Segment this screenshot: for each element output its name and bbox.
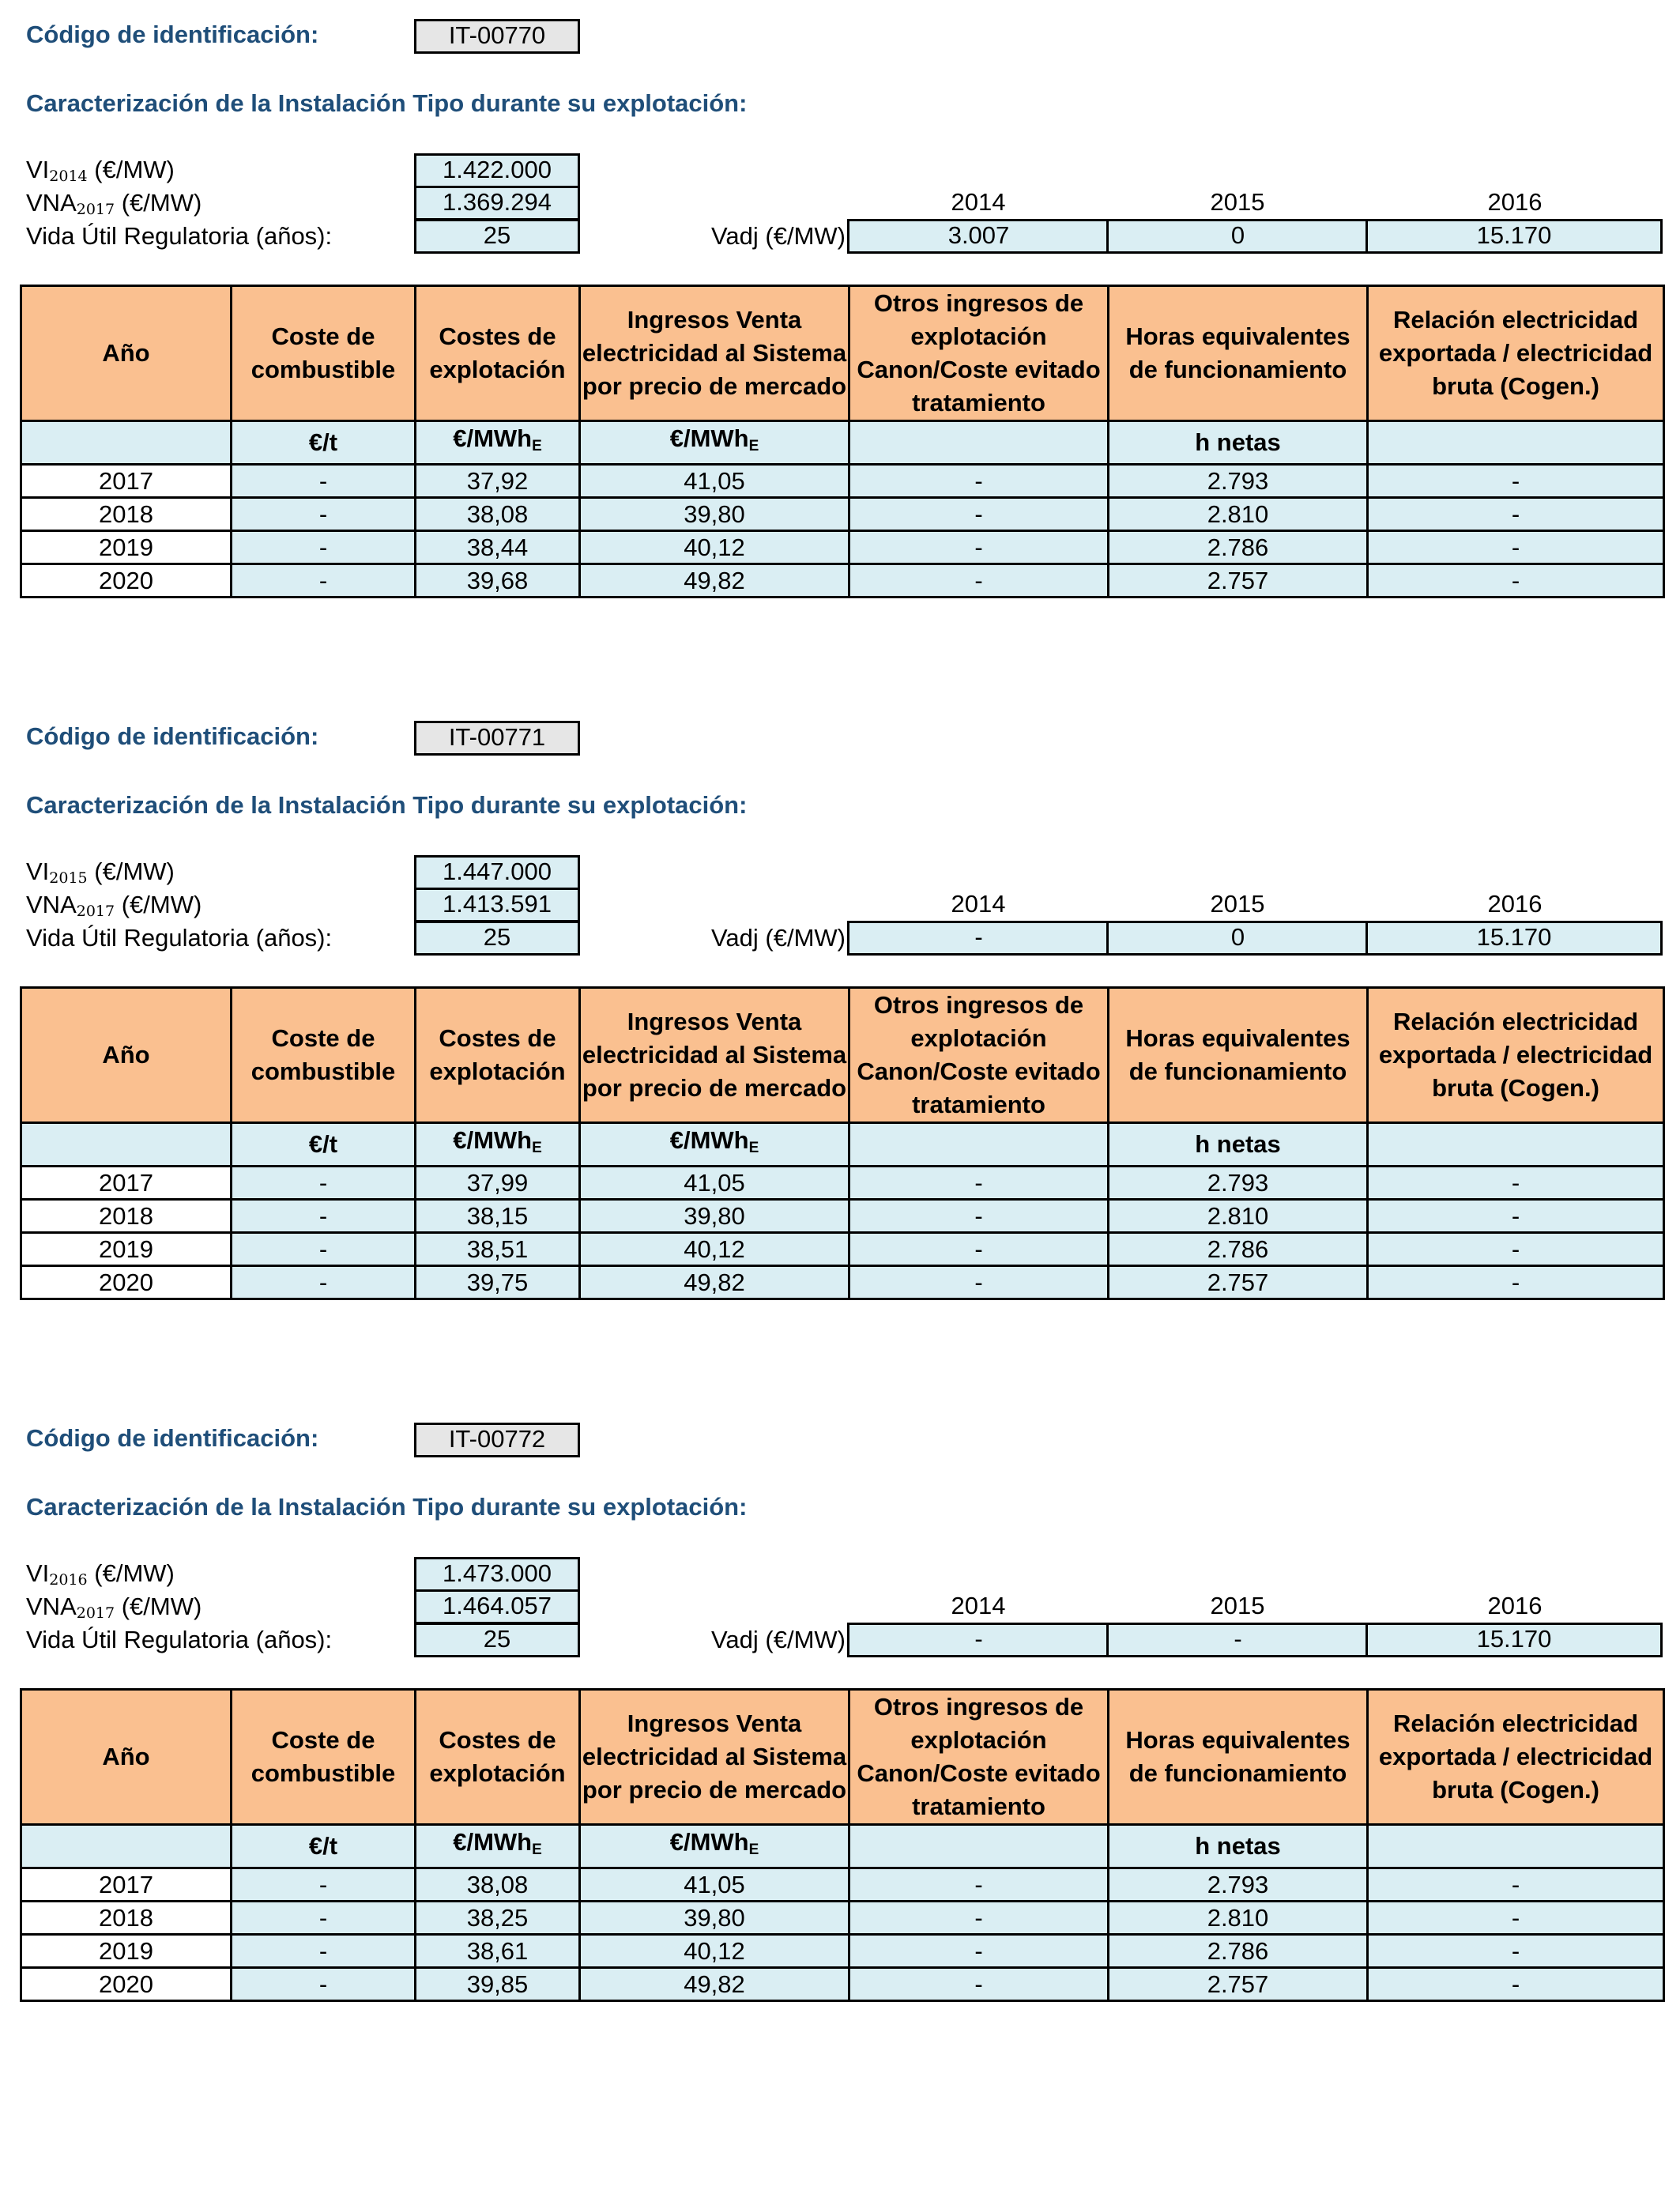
vna-label: $VNA_{2017}$ (€/MW) [26, 1593, 202, 1622]
table-cell: 2018 [21, 1902, 232, 1935]
vi-value: 1.447.000 [414, 855, 580, 890]
table-cell: 2020 [21, 1266, 232, 1299]
vadj-2014: - [847, 1623, 1110, 1657]
year-2014: 2014 [951, 1592, 1006, 1619]
installation-block [0, 1404, 1680, 2107]
vadj-label: Vadj (€/MW) [711, 924, 846, 952]
table-cell: - [849, 1200, 1109, 1233]
table-cell: 2.786 [1109, 1233, 1368, 1266]
year-2016: 2016 [1487, 188, 1543, 216]
table-cell: - [849, 465, 1109, 498]
table-cell: - [1368, 531, 1664, 564]
data-table [20, 986, 1665, 1300]
unit-otros-ingresos [849, 1123, 1109, 1167]
table-cell: 41,05 [580, 1868, 849, 1902]
table-cell: 38,08 [416, 1868, 580, 1902]
header-relacion-electricidad: Relación electricidad exportada / electricidad bruta (Cogen.) [1368, 1690, 1664, 1825]
table-cell: - [232, 1902, 416, 1935]
table-cell: 39,80 [580, 1200, 849, 1233]
vna-label: $VNA_{2017}$ (€/MW) [26, 891, 202, 920]
table-cell: 2.793 [1109, 1167, 1368, 1200]
table-cell: - [232, 1968, 416, 2001]
table-cell: - [1368, 465, 1664, 498]
table-cell: 38,51 [416, 1233, 580, 1266]
unit-costes-explotacion: €/MWhE [416, 1825, 580, 1868]
header-row [21, 1690, 1664, 1825]
table-cell: - [1368, 1200, 1664, 1233]
unit-relacion [1368, 421, 1664, 465]
unit-horas: h netas [1109, 1825, 1368, 1868]
unit-ingresos-venta: €/MWhE [580, 1825, 849, 1868]
table-cell: 2019 [21, 531, 232, 564]
table-cell: - [849, 1868, 1109, 1902]
vna-value: 1.369.294 [414, 186, 580, 221]
table-row [21, 1266, 1664, 1299]
table-cell: 2.810 [1109, 1200, 1368, 1233]
units-row [21, 1123, 1664, 1167]
table-cell: 2.810 [1109, 1902, 1368, 1935]
vadj-2016: 15.170 [1365, 1623, 1663, 1657]
installation-block [0, 0, 1680, 703]
table-cell: - [232, 564, 416, 598]
year-2014: 2014 [951, 890, 1006, 918]
table-cell: - [232, 1200, 416, 1233]
table-cell: 2.810 [1109, 498, 1368, 531]
table-cell: - [849, 1935, 1109, 1968]
vadj-2014: 3.007 [847, 219, 1110, 254]
table-row [21, 531, 1664, 564]
table-cell: - [232, 1935, 416, 1968]
table-cell: - [1368, 1935, 1664, 1968]
table-cell: 2.757 [1109, 1968, 1368, 2001]
table-cell: - [1368, 1968, 1664, 2001]
header-ano: Año [21, 1690, 232, 1825]
table-cell: 38,08 [416, 498, 580, 531]
table-row [21, 1968, 1664, 2001]
header-otros-ingresos: Otros ingresos de explotación Canon/Coste evitado tratamiento [849, 286, 1109, 421]
data-table [20, 1688, 1665, 2002]
unit-costes-explotacion: €/MWhE [416, 421, 580, 465]
unit-coste-combustible: €/t [232, 421, 416, 465]
table-cell: 37,92 [416, 465, 580, 498]
vida-label: Vida Útil Regulatoria (años): [26, 222, 333, 250]
vi-label: $VI_{2016}$ (€/MW) [26, 1559, 175, 1589]
table-cell: - [1368, 564, 1664, 598]
table-cell: 2020 [21, 1968, 232, 2001]
table-cell: 40,12 [580, 531, 849, 564]
unit-ingresos-venta: €/MWhE [580, 1123, 849, 1167]
vida-value: 25 [414, 1623, 580, 1657]
table-cell: 38,44 [416, 531, 580, 564]
year-2014: 2014 [951, 188, 1006, 216]
vi-label: $VI_{2015}$ (€/MW) [26, 858, 175, 887]
table-cell: 2.757 [1109, 564, 1368, 598]
table-cell: 41,05 [580, 465, 849, 498]
unit-ano [21, 421, 232, 465]
table-row [21, 1935, 1664, 1968]
vida-value: 25 [414, 219, 580, 254]
table-cell: 39,80 [580, 498, 849, 531]
year-2015: 2015 [1210, 890, 1265, 918]
table-cell: 39,75 [416, 1266, 580, 1299]
vi-value: 1.473.000 [414, 1557, 580, 1592]
table-cell: 2.757 [1109, 1266, 1368, 1299]
vida-label: Vida Útil Regulatoria (años): [26, 1626, 333, 1653]
table-cell: 2.793 [1109, 1868, 1368, 1902]
table-cell: - [849, 531, 1109, 564]
header-horas-equivalentes: Horas equivalentes de funcionamiento [1109, 988, 1368, 1123]
unit-horas: h netas [1109, 421, 1368, 465]
installation-block [0, 702, 1680, 1405]
table-cell: 39,68 [416, 564, 580, 598]
header-costes-explotacion: Costes de explotación [416, 1690, 580, 1825]
vida-value: 25 [414, 921, 580, 956]
units-row [21, 421, 1664, 465]
header-coste-combustible: Coste de combustible [232, 286, 416, 421]
vi-label: $VI_{2014}$ (€/MW) [26, 156, 175, 185]
table-cell: - [849, 1233, 1109, 1266]
table-cell: - [849, 498, 1109, 531]
code-label: Código de identificación: [26, 722, 319, 750]
table-cell: 2019 [21, 1233, 232, 1266]
table-cell: 2.793 [1109, 465, 1368, 498]
code-value: IT-00772 [414, 1423, 580, 1457]
table-cell: - [1368, 1266, 1664, 1299]
table-cell: - [232, 1868, 416, 1902]
header-relacion-electricidad: Relación electricidad exportada / electricidad bruta (Cogen.) [1368, 286, 1664, 421]
vadj-label: Vadj (€/MW) [711, 222, 846, 250]
table-cell: 49,82 [580, 1968, 849, 2001]
code-value: IT-00771 [414, 721, 580, 756]
table-cell: 39,85 [416, 1968, 580, 2001]
table-cell: 39,80 [580, 1902, 849, 1935]
section-title: Caracterización de la Instalación Tipo durante su explotación: [26, 791, 748, 819]
unit-costes-explotacion: €/MWhE [416, 1123, 580, 1167]
header-ingresos-venta: Ingresos Venta electricidad al Sistema por precio de mercado [580, 988, 849, 1123]
vadj-label: Vadj (€/MW) [711, 1626, 846, 1653]
vadj-2015: 0 [1106, 219, 1369, 254]
vadj-2015: - [1106, 1623, 1369, 1657]
year-2015: 2015 [1210, 188, 1265, 216]
unit-coste-combustible: €/t [232, 1825, 416, 1868]
table-cell: 49,82 [580, 1266, 849, 1299]
unit-relacion [1368, 1825, 1664, 1868]
year-2016: 2016 [1487, 890, 1543, 918]
header-relacion-electricidad: Relación electricidad exportada / electricidad bruta (Cogen.) [1368, 988, 1664, 1123]
table-cell: - [1368, 1868, 1664, 1902]
table-cell: - [849, 1968, 1109, 2001]
vida-label: Vida Útil Regulatoria (años): [26, 924, 333, 952]
data-table [20, 285, 1665, 598]
table-row [21, 465, 1664, 498]
header-coste-combustible: Coste de combustible [232, 1690, 416, 1825]
table-row [21, 564, 1664, 598]
vna-label: $VNA_{2017}$ (€/MW) [26, 189, 202, 218]
unit-ano [21, 1825, 232, 1868]
table-cell: 49,82 [580, 564, 849, 598]
unit-coste-combustible: €/t [232, 1123, 416, 1167]
vadj-2015: 0 [1106, 921, 1369, 956]
table-row [21, 1868, 1664, 1902]
units-row [21, 1825, 1664, 1868]
table-cell: 2.786 [1109, 531, 1368, 564]
table-cell: 2018 [21, 1200, 232, 1233]
header-otros-ingresos: Otros ingresos de explotación Canon/Coste evitado tratamiento [849, 1690, 1109, 1825]
table-cell: 2019 [21, 1935, 232, 1968]
table-cell: - [849, 564, 1109, 598]
table-cell: - [232, 498, 416, 531]
table-cell: 2017 [21, 465, 232, 498]
table-cell: 2020 [21, 564, 232, 598]
table-cell: - [232, 1167, 416, 1200]
table-cell: - [232, 1233, 416, 1266]
vadj-2016: 15.170 [1365, 219, 1663, 254]
table-cell: 2.786 [1109, 1935, 1368, 1968]
code-value: IT-00770 [414, 19, 580, 54]
table-cell: - [1368, 498, 1664, 531]
table-cell: - [849, 1902, 1109, 1935]
section-title: Caracterización de la Instalación Tipo durante su explotación: [26, 89, 748, 117]
header-ano: Año [21, 988, 232, 1123]
year-2015: 2015 [1210, 1592, 1265, 1619]
table-cell: 38,61 [416, 1935, 580, 1968]
vna-value: 1.464.057 [414, 1589, 580, 1624]
table-cell: 2018 [21, 498, 232, 531]
header-row [21, 286, 1664, 421]
table-cell: 40,12 [580, 1935, 849, 1968]
table-cell: - [1368, 1902, 1664, 1935]
unit-otros-ingresos [849, 421, 1109, 465]
header-ano: Año [21, 286, 232, 421]
header-otros-ingresos: Otros ingresos de explotación Canon/Coste evitado tratamiento [849, 988, 1109, 1123]
vna-value: 1.413.591 [414, 888, 580, 922]
unit-ingresos-venta: €/MWhE [580, 421, 849, 465]
code-label: Código de identificación: [26, 21, 319, 48]
table-row [21, 1200, 1664, 1233]
table-cell: - [1368, 1233, 1664, 1266]
header-horas-equivalentes: Horas equivalentes de funcionamiento [1109, 1690, 1368, 1825]
table-row [21, 1233, 1664, 1266]
section-title: Caracterización de la Instalación Tipo durante su explotación: [26, 1493, 748, 1521]
vadj-2016: 15.170 [1365, 921, 1663, 956]
table-cell: 38,15 [416, 1200, 580, 1233]
header-ingresos-venta: Ingresos Venta electricidad al Sistema por precio de mercado [580, 1690, 849, 1825]
unit-relacion [1368, 1123, 1664, 1167]
unit-ano [21, 1123, 232, 1167]
table-cell: - [232, 1266, 416, 1299]
header-costes-explotacion: Costes de explotación [416, 286, 580, 421]
vadj-2014: - [847, 921, 1110, 956]
header-horas-equivalentes: Horas equivalentes de funcionamiento [1109, 286, 1368, 421]
header-costes-explotacion: Costes de explotación [416, 988, 580, 1123]
table-cell: - [849, 1266, 1109, 1299]
table-cell: 41,05 [580, 1167, 849, 1200]
table-cell: - [849, 1167, 1109, 1200]
year-2016: 2016 [1487, 1592, 1543, 1619]
table-cell: 37,99 [416, 1167, 580, 1200]
header-row [21, 988, 1664, 1123]
vi-value: 1.422.000 [414, 153, 580, 188]
table-cell: 2017 [21, 1868, 232, 1902]
table-row [21, 498, 1664, 531]
table-cell: 40,12 [580, 1233, 849, 1266]
table-cell: 38,25 [416, 1902, 580, 1935]
table-cell: - [232, 465, 416, 498]
table-cell: - [1368, 1167, 1664, 1200]
table-cell: 2017 [21, 1167, 232, 1200]
header-coste-combustible: Coste de combustible [232, 988, 416, 1123]
table-row [21, 1167, 1664, 1200]
header-ingresos-venta: Ingresos Venta electricidad al Sistema por precio de mercado [580, 286, 849, 421]
unit-horas: h netas [1109, 1123, 1368, 1167]
table-cell: - [232, 531, 416, 564]
table-row [21, 1902, 1664, 1935]
code-label: Código de identificación: [26, 1424, 319, 1452]
unit-otros-ingresos [849, 1825, 1109, 1868]
